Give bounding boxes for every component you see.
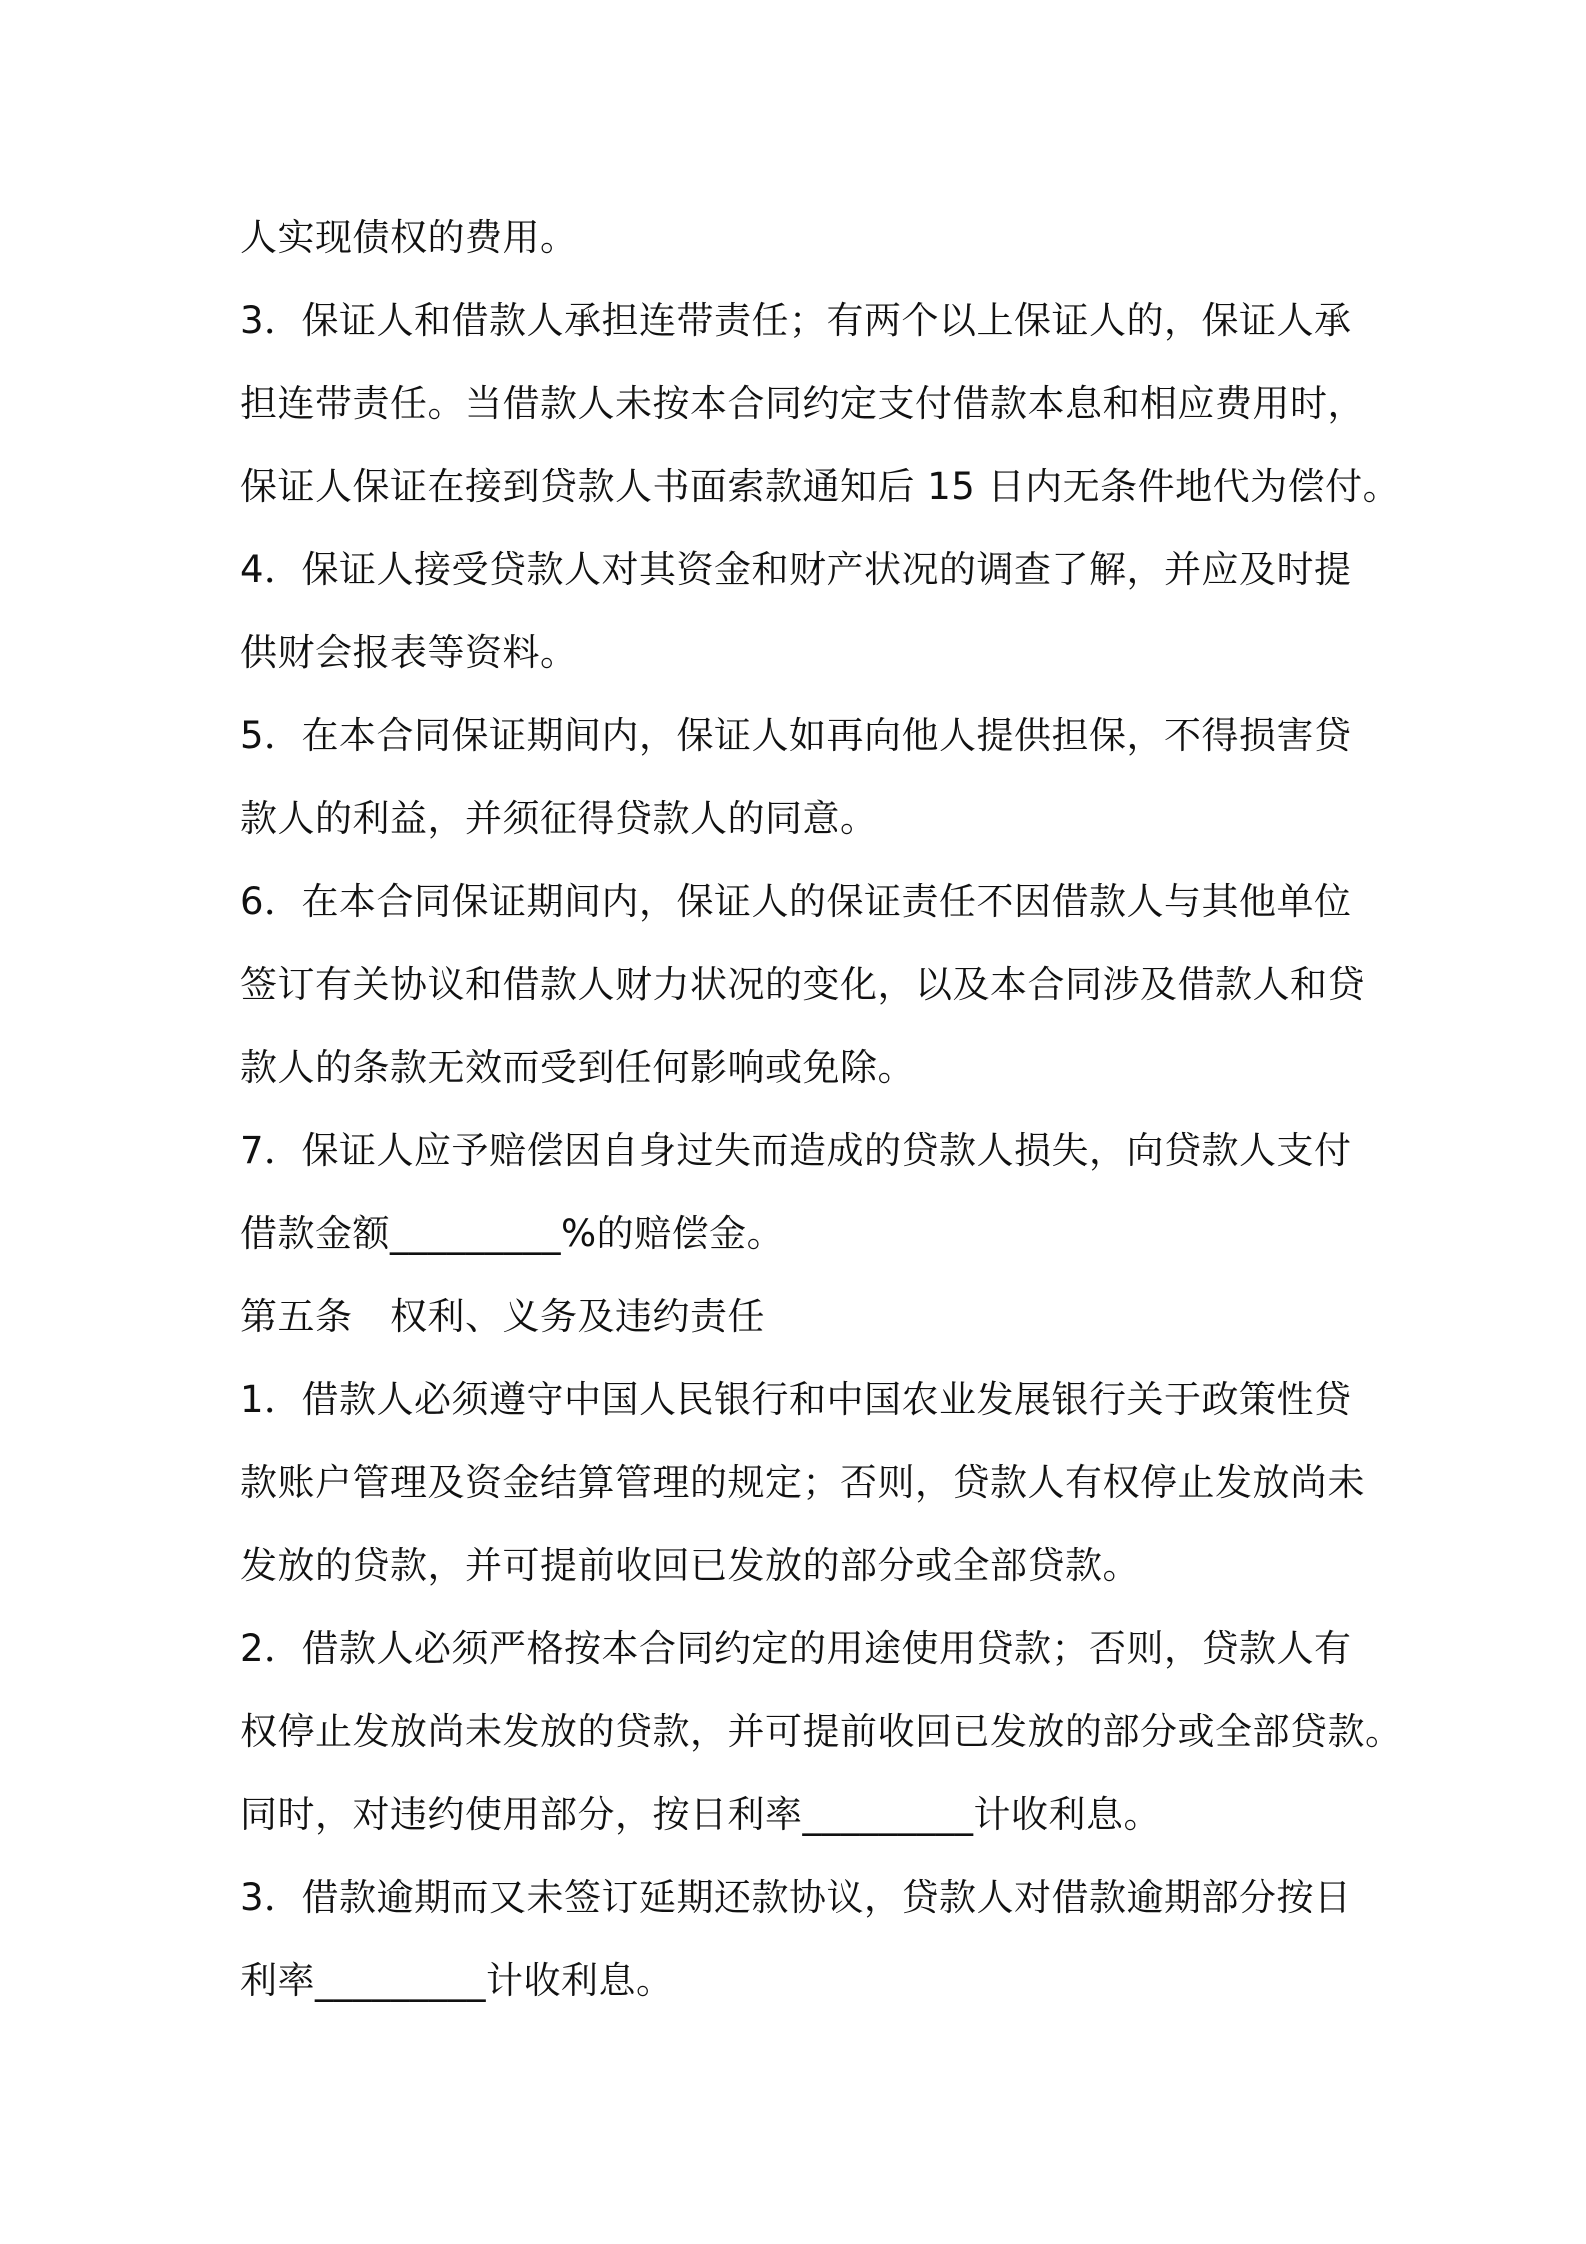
text-line: 款人的利益，并须征得贷款人的同意。 (240, 797, 878, 840)
document-body (240, 196, 1403, 2022)
text-line: 款人的条款无效而受到任何影响或免除。 (240, 1046, 915, 1089)
text-line: 人实现债权的费用。 (240, 216, 578, 259)
text-line: 利率_________计收利息。 (240, 1959, 674, 2002)
text-line: 6．在本合同保证期间内，保证人的保证责任不因借款人与其他单位 (240, 880, 1352, 923)
text-line: 2．借款人必须严格按本合同约定的用途使用贷款；否则，贷款人有 (240, 1627, 1352, 1670)
text-line: 发放的贷款，并可提前收回已发放的部分或全部贷款。 (240, 1544, 1140, 1587)
text-line: 5．在本合同保证期间内，保证人如再向他人提供担保，不得损害贷 (240, 714, 1352, 757)
section-heading: 第五条 权利、义务及违约责任 (240, 1295, 765, 1338)
text-line: 借款金额_________%的赔偿金。 (240, 1212, 785, 1255)
text-line: 3．借款逾期而又未签订延期还款协议，贷款人对借款逾期部分按日 (240, 1876, 1352, 1919)
text-line: 同时，对违约使用部分，按日利率_________计收利息。 (240, 1793, 1161, 1836)
text-line: 签订有关协议和借款人财力状况的变化，以及本合同涉及借款人和贷 (240, 963, 1365, 1006)
text-line: 7．保证人应予赔偿因自身过失而造成的贷款人损失，向贷款人支付 (240, 1129, 1352, 1172)
text-line: 担连带责任。当借款人未按本合同约定支付借款本息和相应费用时， (240, 382, 1365, 425)
text-line: 1．借款人必须遵守中国人民银行和中国农业发展银行关于政策性贷 (240, 1378, 1352, 1421)
text-line: 保证人保证在接到贷款人书面索款通知后 15 日内无条件地代为偿付。 (240, 465, 1401, 508)
text-line: 权停止发放尚未发放的贷款，并可提前收回已发放的部分或全部贷款。 (240, 1710, 1403, 1753)
text-line: 3．保证人和借款人承担连带责任；有两个以上保证人的，保证人承 (240, 299, 1352, 342)
text-line: 款账户管理及资金结算管理的规定；否则，贷款人有权停止发放尚未 (240, 1461, 1365, 1504)
text-line: 4．保证人接受贷款人对其资金和财产状况的调查了解，并应及时提 (240, 548, 1352, 591)
text-line: 供财会报表等资料。 (240, 631, 578, 674)
